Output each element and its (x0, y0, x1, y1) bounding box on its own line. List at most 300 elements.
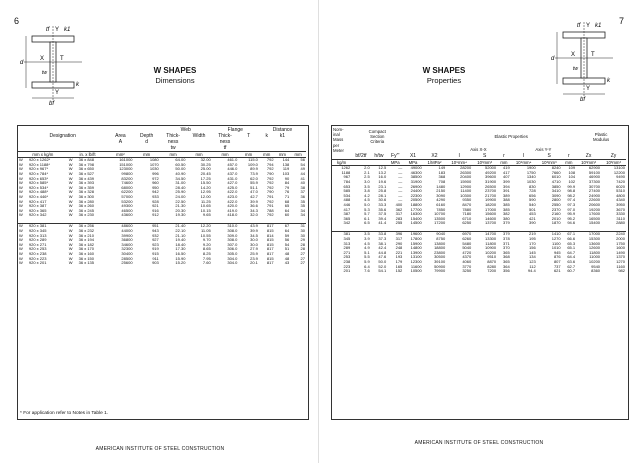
table-cell: 152 (395, 268, 403, 274)
column-header: k1 (279, 133, 286, 139)
table-cell: 5.5 (364, 254, 370, 260)
column-header: I (523, 153, 525, 160)
table-cell: 2370 (551, 206, 561, 212)
table-cell: 59 (284, 232, 290, 238)
table-cell: 12.00 (200, 193, 211, 199)
table-cell: 32.0 (250, 212, 258, 218)
table-cell: 7660 (551, 169, 561, 175)
table-cell: 920 x 417 (28, 198, 47, 204)
table-cell: 942 (152, 189, 159, 195)
column-header: ness (167, 139, 179, 145)
table-cell: 238 (343, 259, 351, 264)
table-cell: 11600 (410, 263, 422, 269)
table-cell: 39.9 (250, 198, 258, 204)
table-cell: W (68, 203, 73, 209)
table-cell: 534 (343, 192, 351, 198)
table-cell: 920 x 313 (28, 232, 47, 238)
column-header: X2 (431, 153, 438, 160)
table-cell: 64 (284, 228, 290, 234)
column-header: S (547, 153, 551, 160)
table-cell: 927 (152, 237, 159, 243)
table-cell: W (68, 189, 73, 195)
table-cell: 49200 (485, 169, 497, 175)
table-cell: 737 (553, 263, 561, 269)
table-cell: 16500 (588, 215, 601, 221)
table-cell: 1188 (341, 169, 351, 175)
table-cell: 6260 (462, 236, 472, 242)
table-cell: 19.40 (175, 237, 186, 243)
table-cell: 35 (300, 198, 305, 204)
table-cell: 792 (266, 180, 274, 186)
table-cell: 6010 (551, 174, 561, 180)
section-heading (389, 66, 499, 86)
column-header: 10³mm³ (581, 160, 596, 166)
table-cell: 253 (343, 254, 351, 260)
table-cell: 53200 (121, 198, 133, 204)
label-tw: tw (573, 66, 578, 72)
table-cell: 34.50 (175, 175, 186, 181)
table-cell: 67 (275, 224, 291, 229)
table-cell: 960 (152, 180, 159, 186)
table-cell: 1080 (149, 157, 159, 163)
column-header: Designation (49, 133, 76, 139)
column-header: ness (219, 139, 231, 145)
table-cell: 17000 (485, 206, 497, 212)
table-cell: — (398, 179, 403, 184)
table-cell: 310.0 (212, 224, 239, 229)
table-cell: 4710 (551, 179, 561, 184)
table-cell: 1600 (616, 245, 625, 251)
table-cell: 97.4 (567, 197, 576, 203)
table-cell: 7.60 (202, 260, 211, 266)
table-cell: 46300 (410, 169, 422, 175)
table-cell: 396 (387, 232, 403, 237)
table-cell: 653 (343, 183, 351, 189)
table-cell: 68 (284, 198, 290, 204)
table-cell: 15400 (410, 215, 422, 221)
axis-y-header: Axis Y-Y (535, 147, 552, 153)
table-cell: 3250 (462, 268, 472, 274)
table-cell: 271 (343, 249, 351, 255)
table-cell: 2880 (616, 220, 625, 226)
table-cell: 2160 (551, 211, 561, 217)
table-cell: 18800 (410, 201, 422, 207)
table-cell: 21.10 (175, 232, 186, 238)
table-cell: 49000 (410, 165, 422, 171)
table-cell: 13100 (613, 165, 625, 171)
table-cell: 79900 (434, 268, 446, 274)
table-cell: 10500 (410, 268, 422, 274)
table-cell: 46500 (121, 207, 133, 213)
column-header: Zy (610, 153, 617, 160)
table-cell: 99.9 (567, 183, 576, 189)
table-cell: 920 x 365 (28, 207, 47, 213)
table-cell: 788 (266, 207, 274, 213)
table-cell: 28.40 (175, 184, 186, 190)
table-cell: 64.7 (567, 249, 576, 255)
table-cell: 7880 (462, 206, 472, 212)
table-cell: 3110 (616, 215, 625, 221)
table-cell: W (19, 207, 23, 213)
table-cell: 317 (395, 211, 403, 217)
table-cell: 308.0 (227, 237, 238, 243)
table-cell: 792 (266, 175, 274, 181)
table-cell: 17700 (410, 206, 422, 212)
table-cell: 18200 (485, 201, 497, 207)
column-header: k (265, 133, 268, 139)
table-cell: 36 x 650 (78, 166, 95, 172)
table-cell: 417 (503, 169, 510, 175)
table-cell: 10700 (434, 211, 446, 217)
table-cell: 19900 (485, 197, 497, 203)
table-cell: W (19, 237, 23, 243)
table-cell: 37 (300, 189, 305, 195)
table-cell: 23.1 (378, 183, 387, 189)
table-cell: W (19, 203, 23, 209)
table-cell: 9.70 (202, 237, 211, 243)
table-cell: 36 x 848 (78, 157, 95, 163)
table-cell: 134 (529, 254, 536, 260)
table-cell: 221 (395, 249, 403, 255)
table-cell: 304.0 (227, 260, 238, 266)
table-cell: 36 (300, 193, 305, 199)
table-cell: 920 x 342 (28, 212, 47, 218)
table-cell: 28200 (460, 165, 472, 171)
table-cell: W (68, 207, 73, 213)
table-cell: W (19, 161, 23, 167)
table-cell: 156 (529, 245, 536, 251)
column-header: bf/2tf (355, 153, 367, 160)
table-cell: 94.4 (527, 268, 536, 274)
table-cell: 933 (152, 193, 159, 199)
table-cell: 9.65 (202, 212, 211, 218)
table-cell: 307.0 (227, 241, 238, 247)
table-cell: 400 (395, 201, 403, 207)
table-cell: 14800 (410, 245, 422, 251)
table-cell: 44000 (121, 228, 133, 234)
table-cell: 790 (266, 170, 274, 176)
table-row (332, 221, 626, 226)
table-cell: 6.4 (364, 263, 370, 269)
table-cell: 115.0 (248, 157, 258, 163)
table-cell: 590 (529, 197, 536, 203)
table-cell: 151000 (119, 161, 133, 167)
table-cell: 223 (343, 263, 351, 269)
table-cell: 4.5 (364, 197, 370, 203)
table-cell: 5.9 (364, 259, 370, 264)
table-cell: 2240 (601, 232, 626, 237)
table-cell: 5.0 (364, 201, 370, 207)
table-cell: 98.2 (567, 192, 576, 198)
table-cell: 9510 (487, 254, 497, 260)
page-number: 6 (14, 16, 20, 26)
table-cell: 1370 (616, 254, 625, 260)
table-cell: 34600 (121, 241, 133, 247)
column-header: Zx (585, 153, 592, 160)
table-cell: 34 (300, 207, 305, 213)
table-cell: W (68, 212, 73, 218)
label-d: d (551, 56, 555, 62)
column-header: mm² (116, 152, 125, 157)
column-header: r (503, 153, 505, 160)
table-cell: 6160 (436, 201, 446, 207)
table-cell: 21700 (485, 192, 497, 198)
table-cell: 19200 (588, 206, 601, 212)
table-cell: 54.1 (378, 268, 387, 274)
table-cell: 14600 (485, 215, 497, 221)
table-cell: 36 x 210 (78, 232, 95, 238)
table-cell: 30.0 (250, 241, 258, 247)
table-cell: 27400 (588, 188, 601, 194)
table-cell: 20.30 (175, 207, 186, 213)
table-cell: 49 (300, 166, 305, 172)
elastic-properties-header: Elastic Properties (494, 134, 528, 140)
table-cell: 26500 (485, 183, 497, 189)
table-cell: 97.3 (567, 201, 576, 207)
table-cell: 34.5 (250, 232, 258, 238)
column-header: S (483, 153, 487, 160)
table-cell: 13500 (434, 215, 446, 221)
table-cell: 379 (503, 220, 510, 226)
table-cell: 916 (152, 207, 159, 213)
table-cell: 104 (568, 174, 576, 180)
table-row (18, 213, 306, 218)
table-cell: 11800 (589, 249, 601, 255)
table-cell: 47.6 (378, 254, 387, 260)
table-cell: 453 (529, 211, 536, 217)
table-cell: 10200 (485, 249, 497, 255)
table-cell: 457.0 (227, 161, 238, 167)
table-cell: 65.1 (567, 245, 576, 251)
table-cell: W (68, 246, 73, 252)
label-bf: bf (49, 101, 55, 106)
table-cell: 60.50 (175, 161, 186, 167)
label-y: Y (55, 27, 60, 33)
table-cell: 3.5 (364, 183, 370, 189)
table-cell: 36 x 232 (78, 228, 95, 234)
column-header: Thick- (218, 133, 232, 139)
table-cell: W (68, 180, 73, 186)
table-cell: 982 (618, 268, 625, 274)
column-header: mm (565, 160, 573, 166)
label-y-bottom: Y (55, 90, 60, 96)
table-cell: 2800 (551, 197, 561, 203)
table-cell: 17200 (434, 220, 446, 226)
table-cell: 6.1 (364, 215, 370, 221)
distance-group-header: Distance (272, 127, 293, 133)
table-cell: W (19, 184, 23, 190)
table-cell: 64 (284, 207, 290, 213)
table-cell: 792 (266, 157, 274, 163)
table-cell: 43 (284, 260, 290, 266)
table-cell: 183 (438, 169, 446, 175)
table-cell: 308.0 (227, 228, 238, 234)
table-cell: 13900 (410, 249, 422, 255)
table-cell: 422.0 (227, 198, 238, 204)
page-subtitle: Properties (426, 76, 462, 85)
table-cell: 23700 (485, 188, 497, 194)
table-cell: W (19, 212, 23, 218)
table-cell: 792 (266, 184, 274, 190)
table-cell: 365 (343, 215, 351, 221)
dimensions-table (18, 127, 306, 266)
table-cell: 13600 (588, 240, 601, 246)
table-cell: 195 (529, 236, 536, 242)
table-cell: 815 (266, 255, 274, 261)
column-header: A (118, 139, 123, 145)
column-header: MPa (408, 160, 418, 166)
table-cell: 59100 (588, 169, 601, 175)
table-cell: 30.25 (200, 161, 211, 167)
label-x: X (40, 56, 45, 62)
table-cell: 368 (438, 174, 446, 180)
table-cell: 62900 (588, 165, 601, 171)
table-cell: 39900 (121, 232, 133, 238)
table-cell: 20.1 (250, 260, 258, 266)
table-cell: 290 (395, 240, 403, 246)
table-cell: 37.3 (378, 236, 387, 242)
table-cell: 38 (300, 184, 305, 190)
table-cell: 920 x 381 (28, 224, 68, 229)
column-header: Width (192, 133, 206, 139)
table-cell: 62200 (121, 189, 133, 195)
column-header: in. x lb/ft (79, 152, 96, 157)
table-cell: 379 (497, 232, 511, 237)
table-cell: 27 (300, 260, 305, 266)
table-cell: W (19, 170, 23, 176)
table-cell: 382 (503, 211, 510, 217)
table-cell: 283 (395, 215, 403, 221)
table-cell: 20500 (410, 197, 422, 203)
table-cell: 7.6 (364, 268, 370, 274)
table-cell: 32300 (121, 246, 133, 252)
table-cell: 10300 (460, 192, 472, 198)
flange-group-header: Flange (227, 127, 243, 133)
table-cell: 36 x 245 (78, 207, 95, 213)
table-cell: 6970 (446, 232, 472, 237)
table-cell: 43.9 (238, 224, 259, 229)
table-cell: 6020 (616, 183, 625, 189)
table-cell: 791 (266, 193, 274, 199)
table-cell: 24900 (588, 192, 601, 198)
column-header: mm (278, 152, 286, 157)
properties-table (332, 127, 626, 274)
table-cell: 12.20 (186, 224, 211, 229)
table-cell: 345 (343, 236, 351, 242)
table-cell: 12.5 (378, 165, 387, 171)
table-cell: 40 (300, 180, 305, 186)
table-cell: 32.00 (200, 157, 211, 163)
table-cell: 67.1 (562, 232, 577, 237)
table-cell: W (19, 255, 23, 261)
table-cell: 57000 (121, 193, 133, 199)
table-cell: 18800 (434, 245, 446, 251)
table-cell: 145 (529, 249, 536, 255)
table-cell: 10.15 (200, 207, 211, 213)
table-cell: 5480 (462, 240, 472, 246)
table-cell: 399 (503, 179, 510, 184)
table-cell: 30 (300, 228, 305, 234)
table-cell: 967 (343, 174, 351, 180)
table-cell: 64.00 (175, 157, 186, 163)
table-cell: 427.0 (227, 180, 238, 186)
table-cell: 193 (395, 254, 403, 260)
table-cell: 35 (300, 203, 305, 209)
table-cell: 51.1 (250, 184, 258, 190)
table-cell: W (68, 237, 73, 243)
table-cell: 3.0 (364, 179, 370, 184)
table-cell: 5.3 (364, 206, 370, 212)
table-cell: 54 (300, 161, 305, 167)
table-cell: 30.0 (250, 237, 258, 243)
table-cell: 8.25 (202, 250, 211, 256)
table-cell: 38500 (410, 174, 422, 180)
table-cell: 43600 (121, 212, 133, 218)
table-cell: 27 (300, 255, 305, 261)
table-cell: 388 (503, 197, 510, 203)
compact-section-header: Compact Section Criteria (368, 128, 386, 145)
column-header: mm (294, 152, 302, 157)
table-cell: 945 (553, 249, 561, 255)
table-row (18, 261, 306, 266)
table-cell: W (19, 175, 23, 181)
table-cell: 4060 (462, 259, 472, 264)
table-cell: 23800 (434, 249, 446, 255)
table-cell: 8.65 (202, 246, 211, 252)
table-cell: 36 x 439 (78, 175, 95, 181)
table-cell: 52000 (485, 165, 497, 171)
table-cell: 28 (300, 246, 305, 252)
table-cell: 31 (290, 224, 306, 229)
table-cell: 14500 (410, 220, 422, 226)
table-cell: 19.30 (175, 212, 186, 218)
table-cell: 36 x 527 (78, 170, 95, 176)
table-cell: 1490 (616, 249, 625, 255)
table-cell: 5040 (462, 245, 472, 251)
table-cell: 201 (343, 268, 351, 274)
table-cell: W (68, 232, 73, 238)
table-cell: 920 x 446* (28, 193, 49, 199)
table-cell: 419 (503, 165, 510, 171)
column-header: 10³mm³ (541, 160, 557, 166)
table-cell: 792 (266, 212, 274, 218)
table-cell: 11800 (485, 240, 497, 246)
table-cell: 437.0 (227, 170, 238, 176)
table-cell: 1270 (551, 236, 561, 242)
table-cell: 431.0 (227, 175, 238, 181)
label-d: d (20, 60, 24, 66)
table-cell: — (398, 192, 403, 198)
table-cell: 12200 (613, 169, 625, 175)
table-cell: 68000 (121, 184, 133, 190)
table-cell: 708 (438, 179, 446, 184)
section-heading (120, 66, 230, 86)
table-cell: 621 (553, 268, 561, 274)
table-cell: W (68, 184, 73, 190)
table-cell: W (68, 224, 78, 229)
table-cell: 15.50 (200, 180, 211, 186)
table-cell: 55.9 (250, 180, 258, 186)
table-cell: 21.30 (175, 203, 186, 209)
table-cell: 5.7 (364, 211, 370, 217)
table-cell: 60.7 (567, 268, 576, 274)
table-cell: 7.95 (202, 255, 211, 261)
table-cell: 39100 (434, 259, 446, 264)
table-cell: 73.9 (250, 170, 258, 176)
table-cell: 97.0 (567, 206, 576, 212)
table-cell: 3090 (436, 192, 446, 198)
table-cell: 1900 (526, 165, 536, 171)
